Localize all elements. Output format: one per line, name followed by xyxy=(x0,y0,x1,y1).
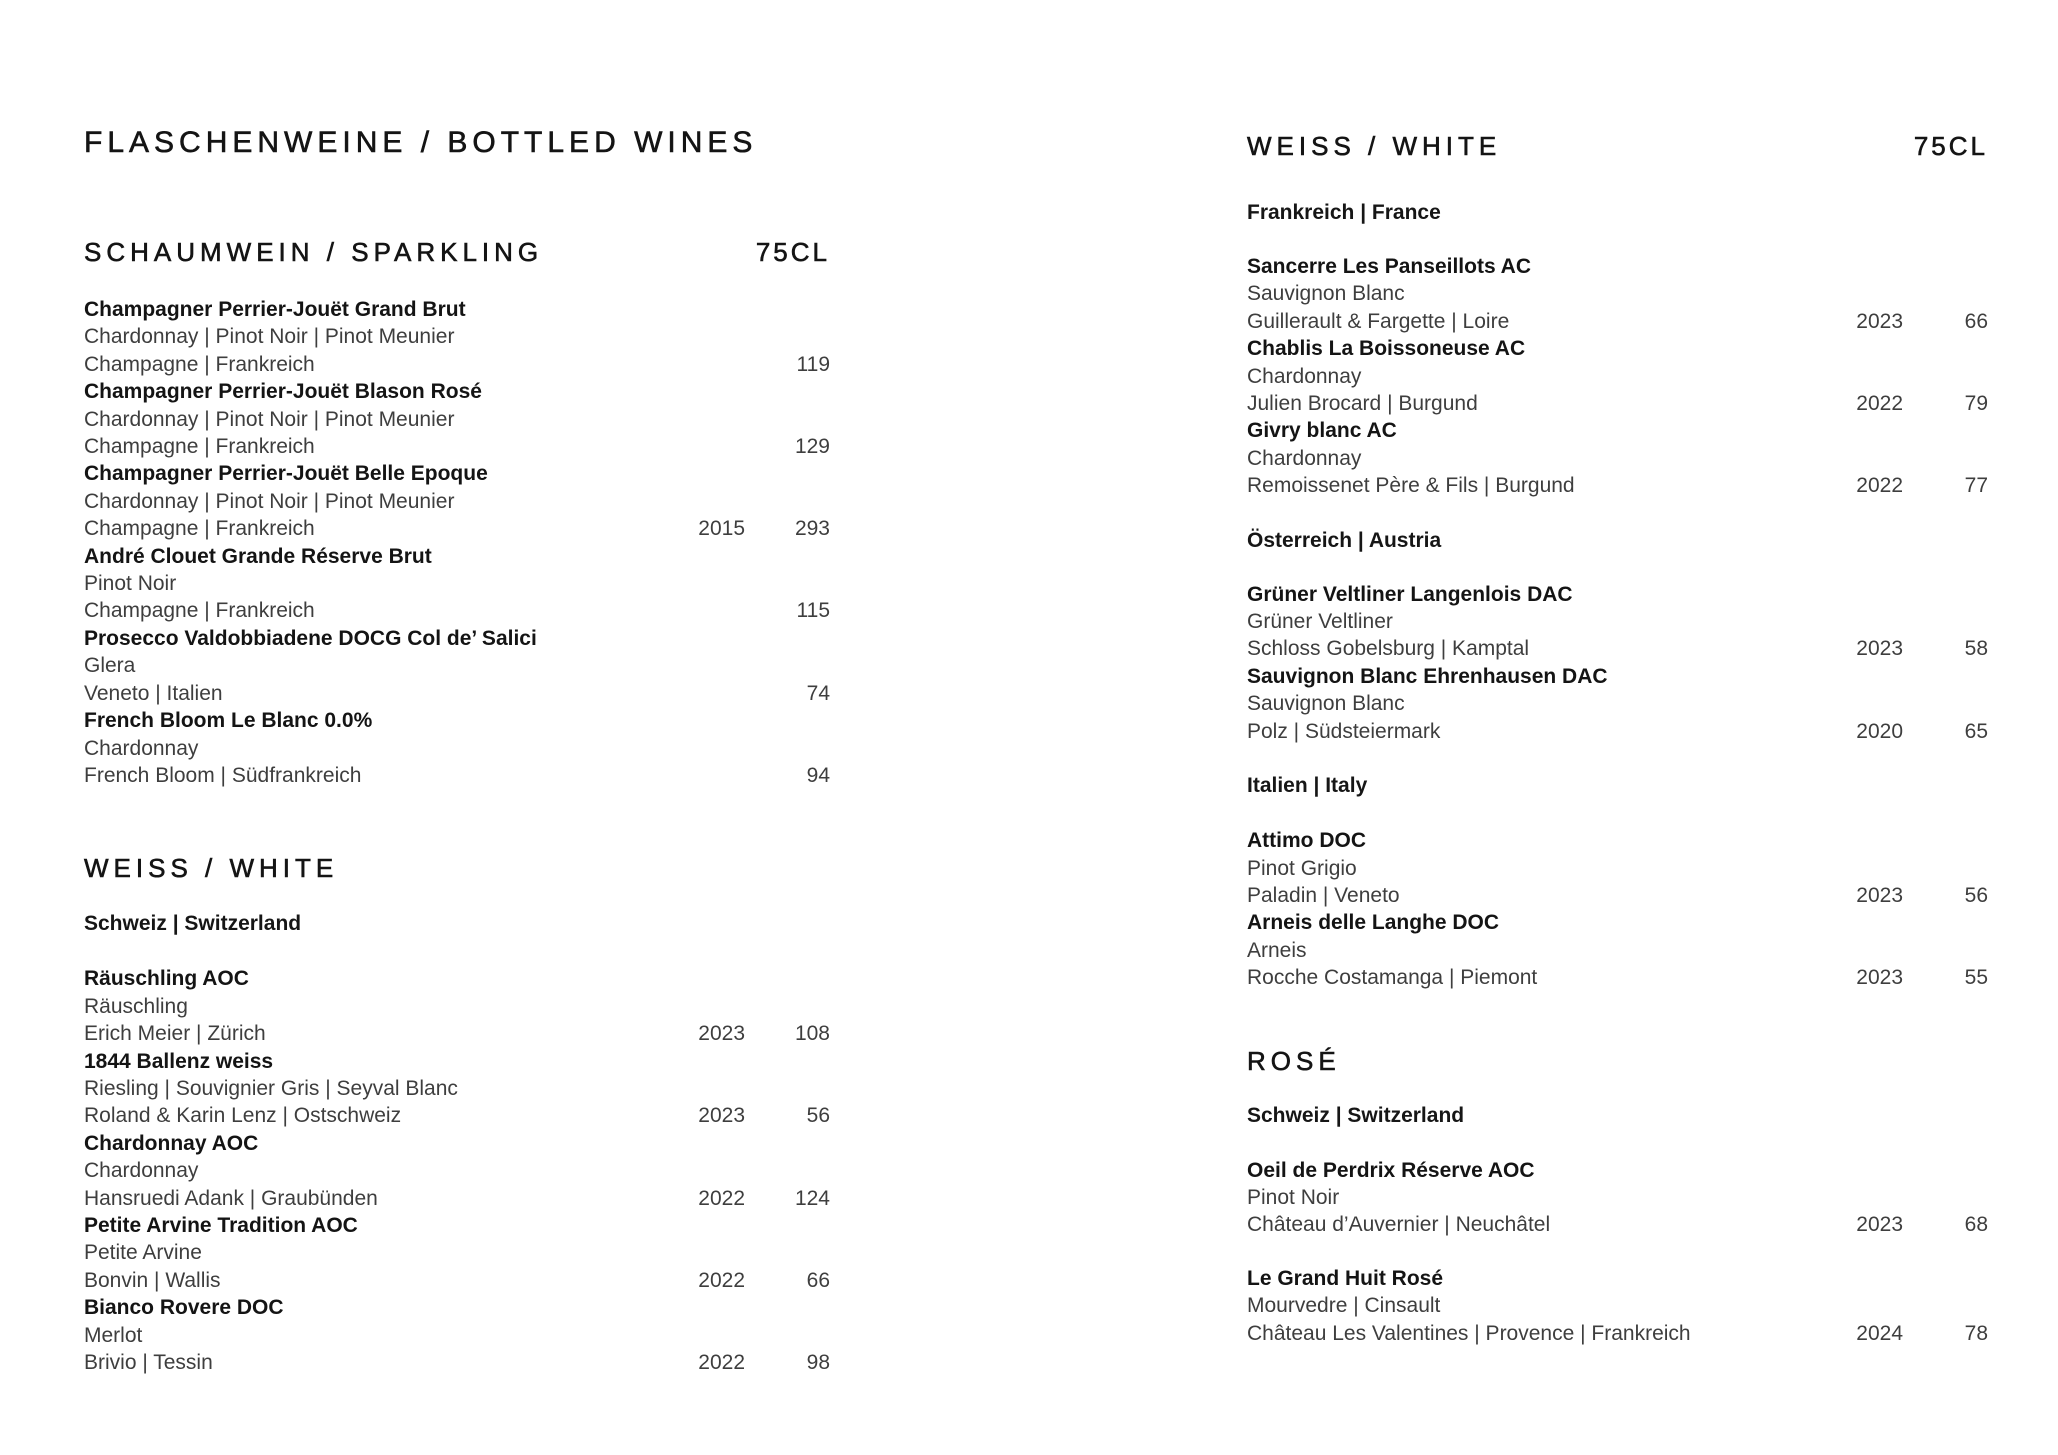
wine-origin-line xyxy=(1247,472,1988,499)
wine-origin: Champagne | Frankreich xyxy=(84,599,315,623)
wine-vintage: 2023 xyxy=(1856,1213,1903,1237)
white-heading-left: WEISS / WHITE xyxy=(84,853,339,884)
wine-origin-line xyxy=(84,433,830,460)
wine-origin-line xyxy=(84,351,830,378)
wine-origin-line xyxy=(1247,1211,1988,1238)
wine-vintage: 2023 xyxy=(1856,309,1903,333)
region-label-austria: Österreich | Austria xyxy=(1247,528,1442,552)
wine-grapes: Sauvignon Blanc xyxy=(1247,692,1405,716)
wine-name: Champagner Perrier-Jouët Grand Brut xyxy=(84,298,466,321)
wine-price: 119 xyxy=(796,352,830,376)
wine-vintage: 2022 xyxy=(1856,474,1903,498)
wine-grapes: Merlot xyxy=(84,1323,143,1347)
wine-origin: Polz | Südsteiermark xyxy=(1247,719,1441,743)
white-volume-header: 75CL xyxy=(1913,131,1988,161)
wine-price: 79 xyxy=(1964,392,1988,416)
wine-entry xyxy=(1247,909,1988,991)
region-label-italy: Italien | Italy xyxy=(1247,774,1368,798)
wine-grapes: Pinot Grigio xyxy=(1247,856,1357,880)
sparkling-section-header xyxy=(84,236,830,268)
wine-name: Champagner Perrier-Jouët Belle Epoque xyxy=(84,462,488,486)
wine-origin: Julien Brocard | Burgund xyxy=(1247,392,1478,416)
wine-entry xyxy=(1247,253,1988,335)
wine-name: 1844 Ballenz weiss xyxy=(84,1049,274,1073)
wine-origin: Roland & Karin Lenz | Ostschweiz xyxy=(84,1104,402,1128)
wine-name: Champagner Perrier-Jouët Blason Rosé xyxy=(84,380,482,404)
wine-entry xyxy=(84,1212,830,1294)
wine-origin: Bonvin | Wallis xyxy=(84,1268,221,1292)
wine-grapes: Chardonnay xyxy=(1247,446,1362,470)
wine-origin: French Bloom | Südfrankreich xyxy=(84,763,362,787)
white-entries-left xyxy=(84,965,830,1376)
wine-name: Givry blanc AC xyxy=(1247,419,1397,443)
wine-price: 77 xyxy=(1964,474,1988,498)
wine-price: 66 xyxy=(806,1268,830,1292)
wine-grapes: Chardonnay xyxy=(84,1159,199,1183)
wine-grapes: Pinot Noir xyxy=(84,572,177,596)
wine-grapes: Riesling | Souvignier Gris | Seyval Blanc xyxy=(84,1076,458,1100)
wine-origin: Champagne | Frankreich xyxy=(84,435,315,459)
wine-price: 115 xyxy=(796,599,830,623)
wine-name: French Bloom Le Blanc 0.0% xyxy=(84,709,373,733)
wine-vintage: 2023 xyxy=(1856,637,1903,661)
wine-vintage: 2020 xyxy=(1856,719,1903,743)
wine-origin: Guillerault & Fargette | Loire xyxy=(1247,309,1510,333)
wine-price: 68 xyxy=(1964,1213,1988,1237)
wine-origin-line xyxy=(1247,882,1988,909)
wine-name: Petite Arvine Tradition AOC xyxy=(84,1213,358,1237)
france-entries xyxy=(1247,253,1988,500)
wine-grapes: Chardonnay xyxy=(84,736,199,760)
wine-grapes: Chardonnay | Pinot Noir | Pinot Meunier xyxy=(84,489,455,513)
wine-vintage: 2023 xyxy=(698,1104,745,1128)
wine-name: Sancerre Les Panseillots AC xyxy=(1247,255,1532,278)
wine-price: 293 xyxy=(794,517,830,541)
wine-origin-line xyxy=(1247,964,1988,991)
wine-entry xyxy=(84,543,830,625)
wine-origin: Erich Meier | Zürich xyxy=(84,1022,266,1046)
wine-grapes: Sauvignon Blanc xyxy=(1247,282,1405,306)
wine-vintage: 2022 xyxy=(698,1268,745,1292)
wine-grapes: Glera xyxy=(84,654,136,678)
wine-origin-line xyxy=(84,1102,830,1129)
wine-entry xyxy=(84,378,830,460)
wine-origin-line xyxy=(1247,1320,1988,1347)
wine-origin-line xyxy=(84,762,830,789)
wine-origin-line xyxy=(84,515,830,542)
wine-price: 55 xyxy=(1964,966,1988,990)
wine-origin: Château d’Auvernier | Neuchâtel xyxy=(1247,1213,1551,1237)
wine-entry xyxy=(1247,827,1988,909)
wine-price: 58 xyxy=(1964,637,1988,661)
wine-origin-line xyxy=(84,1020,830,1047)
wine-price: 74 xyxy=(806,681,830,705)
wine-origin: Remoissenet Père & Fils | Burgund xyxy=(1247,474,1575,498)
wine-entry xyxy=(1247,1265,1988,1347)
wine-entry xyxy=(84,625,830,707)
wine-grapes: Chardonnay xyxy=(1247,364,1362,388)
wine-origin: Rocche Costamanga | Piemont xyxy=(1247,966,1538,990)
wine-grapes: Grüner Veltliner xyxy=(1247,610,1393,634)
wine-entry xyxy=(84,460,830,542)
wine-vintage: 2023 xyxy=(698,1022,745,1046)
wine-origin-line xyxy=(84,1349,830,1376)
wine-grapes: Chardonnay | Pinot Noir | Pinot Meunier xyxy=(84,325,455,349)
wine-origin: Champagne | Frankreich xyxy=(84,517,315,541)
wine-name: Bianco Rovere DOC xyxy=(84,1296,284,1320)
wine-price: 108 xyxy=(794,1022,830,1046)
wine-name: Attimo DOC xyxy=(1247,829,1366,853)
wine-name: Oeil de Perdrix Réserve AOC xyxy=(1247,1158,1535,1182)
wine-price: 124 xyxy=(794,1186,830,1210)
wine-origin: Veneto | Italien xyxy=(84,681,223,705)
page-title: FLASCHENWEINE / BOTTLED WINES xyxy=(84,126,758,159)
wine-grapes: Pinot Noir xyxy=(1247,1185,1340,1209)
wine-origin: Schloss Gobelsburg | Kamptal xyxy=(1247,637,1530,661)
wine-origin-line xyxy=(1247,308,1988,335)
wine-vintage: 2015 xyxy=(698,517,745,541)
wine-vintage: 2023 xyxy=(1856,966,1903,990)
wine-grapes: Chardonnay | Pinot Noir | Pinot Meunier xyxy=(84,407,455,431)
wine-vintage: 2024 xyxy=(1856,1321,1903,1345)
wine-origin: Paladin | Veneto xyxy=(1247,883,1400,907)
wine-entry xyxy=(84,1048,830,1130)
wine-entry xyxy=(84,1294,830,1376)
italy-entries xyxy=(1247,827,1988,991)
wine-origin-line xyxy=(1247,635,1988,662)
wine-entry xyxy=(1247,663,1988,745)
wine-grapes: Arneis xyxy=(1247,938,1307,962)
white-section-header-right xyxy=(1247,130,1988,162)
rose-heading: ROSÉ xyxy=(1247,1045,1341,1076)
region-label-switzerland: Schweiz | Switzerland xyxy=(84,912,302,936)
wine-price: 56 xyxy=(806,1104,830,1128)
wine-entry xyxy=(84,965,830,1047)
wine-vintage: 2022 xyxy=(698,1186,745,1210)
wine-name: Prosecco Valdobbiadene DOCG Col de’ Salici xyxy=(84,626,537,650)
sparkling-heading: SCHAUMWEIN / SPARKLING xyxy=(84,237,544,267)
rose-section-header xyxy=(1247,1045,1988,1077)
wine-vintage: 2022 xyxy=(698,1351,745,1374)
wine-origin: Château Les Valentines | Provence | Frankreich xyxy=(1247,1321,1691,1345)
wine-entry xyxy=(84,1130,830,1212)
wine-origin: Champagne | Frankreich xyxy=(84,352,315,376)
wine-vintage: 2023 xyxy=(1856,883,1903,907)
wine-grapes: Räuschling xyxy=(84,994,188,1018)
wine-origin-line xyxy=(1247,718,1988,745)
white-section-header-left xyxy=(84,852,830,884)
wine-entry xyxy=(1247,1157,1988,1239)
wine-origin-line xyxy=(84,1267,830,1294)
wine-name: Grüner Veltliner Langenlois DAC xyxy=(1247,582,1573,606)
region-label-switzerland-rose: Schweiz | Switzerland xyxy=(1247,1103,1465,1127)
wine-price: 129 xyxy=(794,435,830,459)
wine-grapes: Mourvedre | Cinsault xyxy=(1247,1294,1441,1318)
wine-grapes: Petite Arvine xyxy=(84,1241,202,1265)
wine-price: 78 xyxy=(1964,1321,1988,1345)
wine-name: Räuschling AOC xyxy=(84,967,249,991)
sparkling-entries xyxy=(84,296,830,789)
wine-origin: Brivio | Tessin xyxy=(84,1351,213,1374)
wine-name: Arneis delle Langhe DOC xyxy=(1247,911,1500,935)
wine-name: Chablis La Boissoneuse AC xyxy=(1247,337,1526,361)
wine-origin: Hansruedi Adank | Graubünden xyxy=(84,1186,378,1210)
wine-price: 98 xyxy=(806,1351,830,1374)
wine-entry xyxy=(84,296,830,378)
wine-price: 65 xyxy=(1964,719,1988,743)
wine-origin-line xyxy=(84,680,830,707)
wine-name: Le Grand Huit Rosé xyxy=(1247,1266,1444,1290)
wine-origin-line xyxy=(84,597,830,624)
wine-origin-line xyxy=(1247,390,1988,417)
wine-entry xyxy=(1247,417,1988,499)
wine-price: 94 xyxy=(806,763,830,787)
white-heading-right: WEISS / WHITE xyxy=(1247,131,1502,161)
wine-entry xyxy=(1247,581,1988,663)
sparkling-volume-header: 75CL xyxy=(755,237,830,267)
wine-entry xyxy=(1247,335,1988,417)
wine-origin-line xyxy=(84,1185,830,1212)
wine-entry xyxy=(84,707,830,789)
wine-name: Chardonnay AOC xyxy=(84,1131,259,1155)
wine-vintage: 2022 xyxy=(1856,392,1903,416)
region-label-france: Frankreich | France xyxy=(1247,201,1441,224)
wine-price: 66 xyxy=(1964,309,1988,333)
left-column xyxy=(84,0,830,1376)
wine-price: 56 xyxy=(1964,883,1988,907)
austria-entries xyxy=(1247,581,1988,745)
right-column xyxy=(1247,0,1988,1347)
wine-name: André Clouet Grande Réserve Brut xyxy=(84,544,432,568)
wine-name: Sauvignon Blanc Ehrenhausen DAC xyxy=(1247,664,1608,688)
rose-entries xyxy=(1247,1157,1988,1347)
